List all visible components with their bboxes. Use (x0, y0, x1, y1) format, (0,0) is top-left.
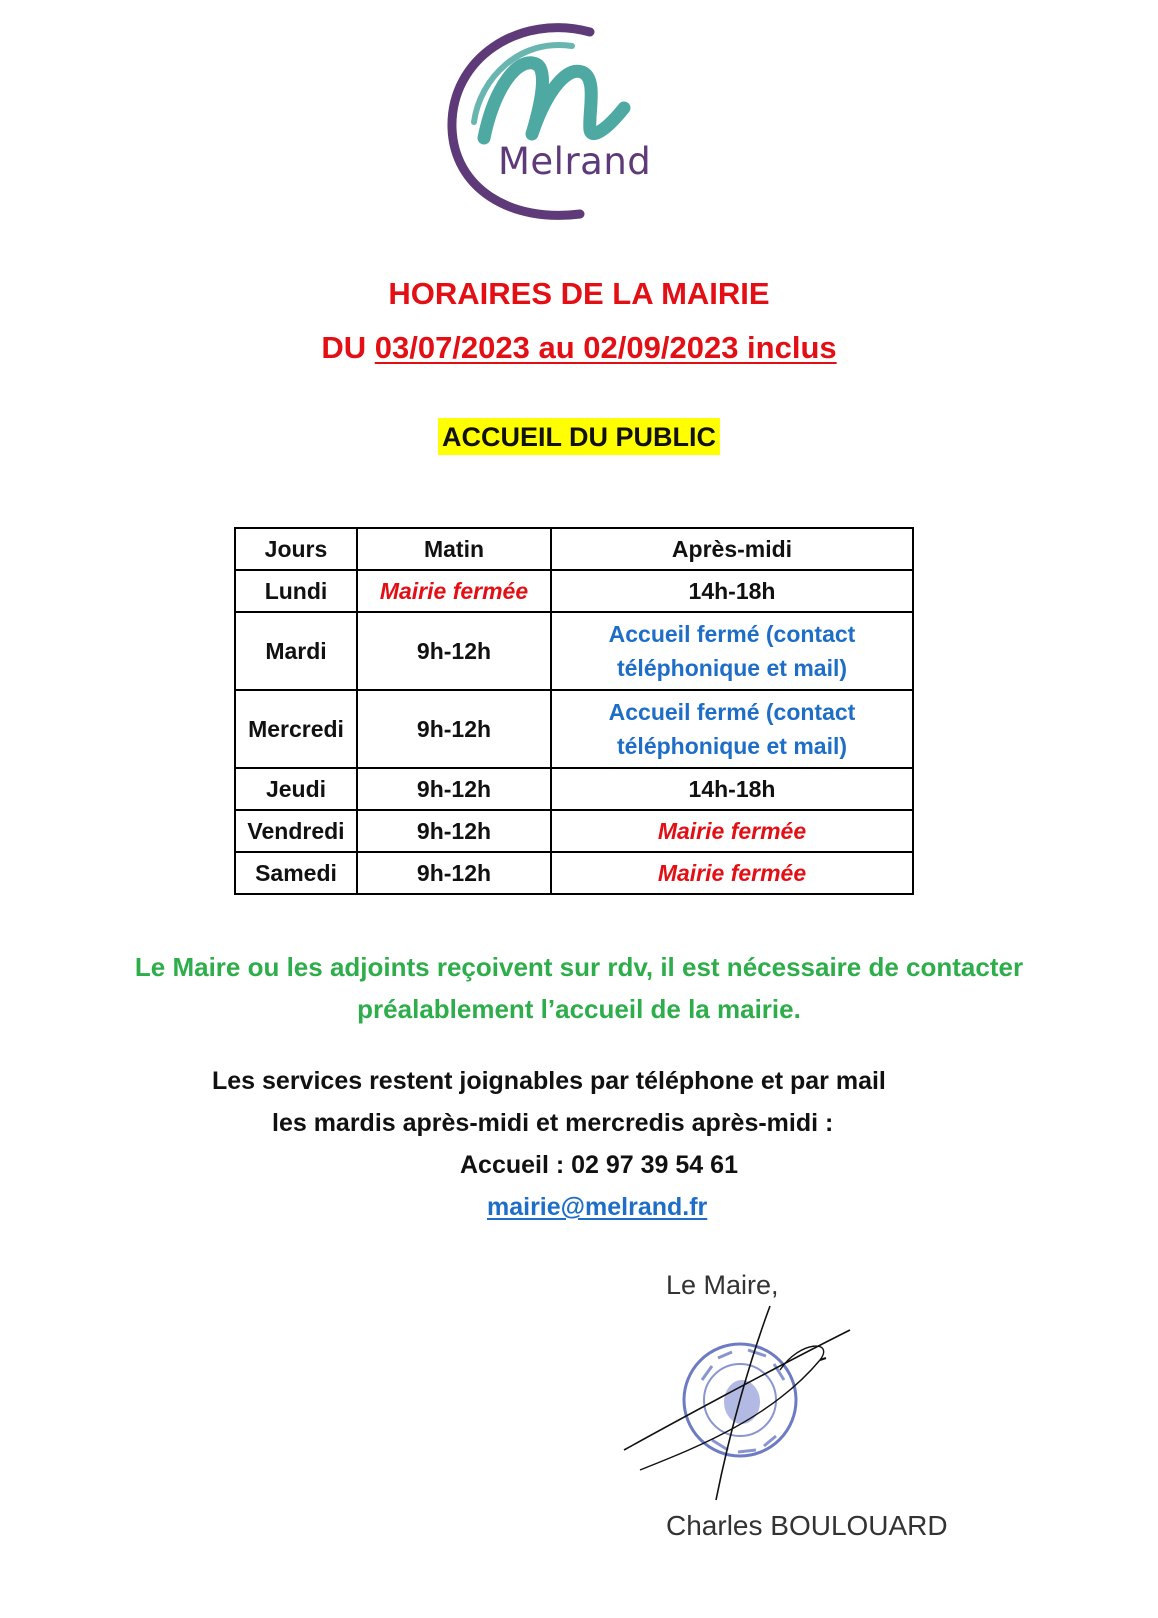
services-line2: les mardis après-midi et mercredis après-midi : (272, 1109, 834, 1137)
appointment-note-line2: préalablement l’accueil de la mairie. (357, 994, 801, 1024)
afternoon-cell: Mairie fermée (551, 852, 913, 894)
header-days: Jours (235, 528, 357, 570)
table-row (235, 852, 913, 894)
table-row (235, 612, 913, 690)
table-row (235, 768, 913, 810)
table-row (235, 570, 913, 612)
morning-cell: 9h-12h (357, 852, 551, 894)
table-row (235, 690, 913, 768)
date-prefix: DU (321, 330, 375, 365)
day-cell: Mardi (235, 612, 357, 690)
phone-number: Accueil : 02 97 39 54 61 (460, 1151, 738, 1179)
appointment-note (0, 946, 1158, 1030)
day-cell: Lundi (235, 570, 357, 612)
day-cell: Jeudi (235, 768, 357, 810)
date-range-text: 03/07/2023 au 02/09/2023 inclus (374, 330, 837, 365)
melrand-logo (440, 18, 660, 228)
mayor-name: Charles BOULOUARD (666, 1510, 948, 1541)
section-heading: ACCUEIL DU PUBLIC (438, 418, 720, 455)
morning-cell: 9h-12h (357, 612, 551, 690)
date-range (0, 330, 1158, 366)
afternoon-cell: 14h-18h (551, 768, 913, 810)
logo-text: Melrand (498, 140, 652, 183)
services-line1: Les services restent joignables par téléphone et par mail (212, 1067, 886, 1095)
appointment-note-line1: Le Maire ou les adjoints reçoivent sur rdv, il est nécessaire de contacter (134, 952, 1024, 982)
morning-cell: Mairie fermée (357, 570, 551, 612)
email-link[interactable]: mairie@melrand.fr (487, 1193, 708, 1221)
day-cell: Mercredi (235, 690, 357, 768)
opening-hours-table (234, 527, 914, 895)
page-title: HORAIRES DE LA MAIRIE (388, 276, 770, 311)
morning-cell: 9h-12h (357, 768, 551, 810)
morning-cell: 9h-12h (357, 690, 551, 768)
morning-cell: 9h-12h (357, 810, 551, 852)
signature-title: Le Maire, (666, 1270, 779, 1300)
signature-stamp (620, 1300, 860, 1510)
header-afternoon: Après-midi (551, 528, 913, 570)
afternoon-cell: 14h-18h (551, 570, 913, 612)
day-cell: Samedi (235, 852, 357, 894)
table-header-row (235, 528, 913, 570)
afternoon-cell: Mairie fermée (551, 810, 913, 852)
table-row (235, 810, 913, 852)
afternoon-cell: Accueil fermé (contact téléphonique et mail) (551, 690, 913, 768)
afternoon-cell: Accueil fermé (contact téléphonique et mail) (551, 612, 913, 690)
header-morning: Matin (357, 528, 551, 570)
day-cell: Vendredi (235, 810, 357, 852)
